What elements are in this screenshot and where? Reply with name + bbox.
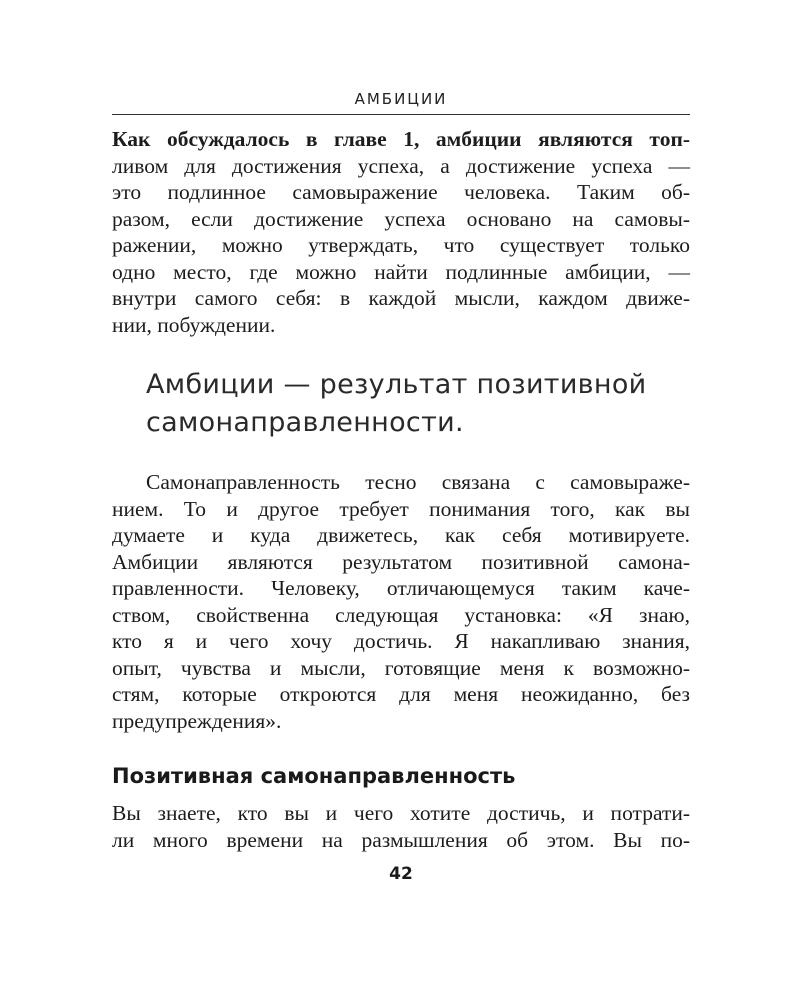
pull-quote-line: самонаправленности. [146, 407, 464, 438]
text-line: разом, если достижение успеха основано на самовы- [112, 206, 690, 231]
pull-quote [146, 366, 666, 442]
text-line: это подлинное самовыражение человека. Таким об- [112, 180, 690, 204]
text-line: правленности. Человеку, отличающемуся таким каче- [112, 576, 690, 600]
text-line: ражении, можно утверждать, что существует только [112, 233, 690, 257]
book-page [112, 0, 690, 1000]
text-line: Вы знаете, кто вы и чего хотите достичь, и потрати- [112, 801, 690, 825]
text-line: кто я и чего хочу достичь. Я накапливаю знания, [112, 629, 690, 653]
text-line: нии, побуждении. [112, 312, 276, 337]
text-line: опыт, чувства и мысли, готовящие меня к возможно- [112, 655, 690, 680]
running-header: АМБИЦИИ [354, 90, 448, 108]
section-heading: Позитивная самонаправленность [112, 764, 516, 788]
text-line: Амбиции являются результатом позитивной самона- [112, 549, 690, 574]
paragraph-2 [112, 469, 690, 734]
text-line: ли много времени на размышления об этом. Вы по- [112, 827, 690, 852]
paragraph-3 [112, 800, 690, 853]
text-line: нием. То и другое требует понимания того, как вы [112, 496, 690, 521]
text-line: думаете и куда движетесь, как себя мотивируете. [112, 523, 690, 547]
paragraph-1 [112, 126, 690, 338]
text-line: предупреждения». [112, 708, 282, 733]
text-line: стям, которые откроются для меня неожиданно, без [112, 682, 690, 706]
header-rule [112, 114, 690, 115]
pull-quote-line: Амбиции — результат позитивной [146, 369, 647, 400]
page-number: 42 [389, 864, 413, 884]
text-line: одно место, где можно найти подлинные амбиции, — [112, 259, 690, 284]
text-line: внутри самого себя: в каждой мысли, каждом движе- [112, 286, 690, 310]
text-line: Как обсуждалось в главе 1, амбиции являются топ- [112, 127, 690, 151]
text-line: ством, свойственна следующая установка: «Я знаю, [112, 602, 690, 627]
text-line: ливом для достижения успеха, а достижение успеха — [112, 153, 690, 178]
text-line: Самонаправленность тесно связана с самовыраже- [146, 470, 690, 494]
